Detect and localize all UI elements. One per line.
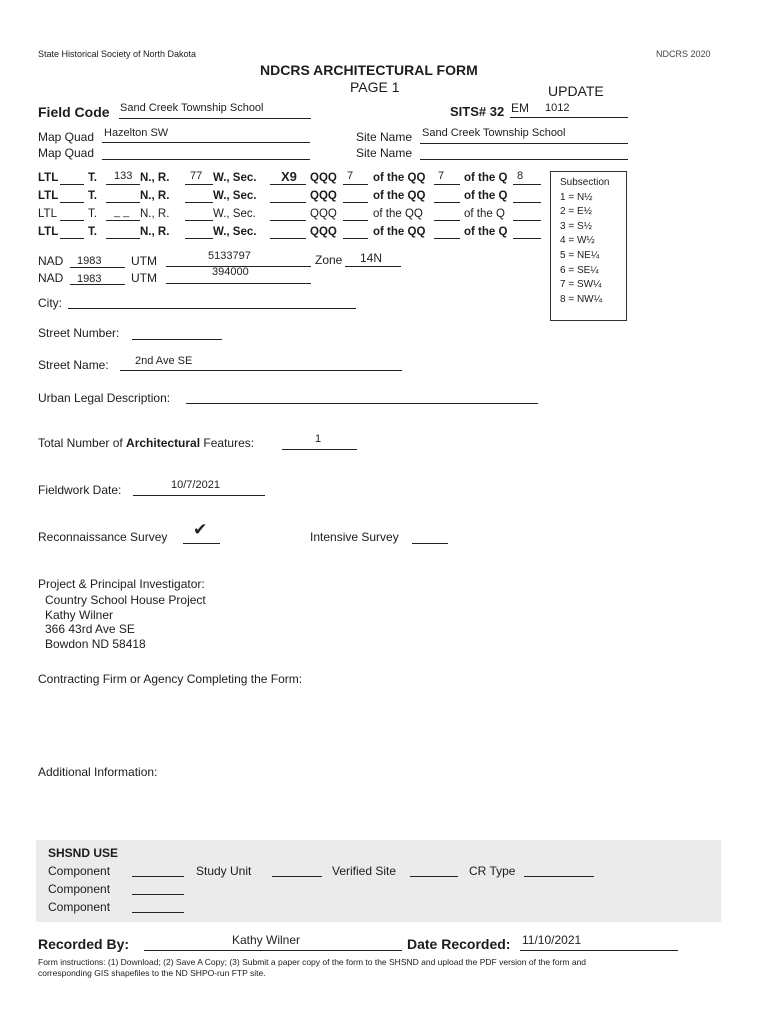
verified-site-label: Verified Site <box>332 864 397 878</box>
ltl-of-q-label: of the Q <box>464 226 508 238</box>
subsection-item: 5 = NE¼ <box>560 249 600 261</box>
ltl-of-q-label: of the Q <box>464 208 505 220</box>
update-label: UPDATE <box>548 83 604 99</box>
ltl-underline <box>185 202 213 203</box>
recon-survey-label: Reconnaissance Survey <box>38 530 168 544</box>
field-code-label: Field Code <box>38 104 110 120</box>
sits-label: SITS# 32 <box>450 104 505 119</box>
ltl-underline <box>60 238 84 239</box>
ltl-underline <box>270 202 306 203</box>
contracting-label: Contracting Firm or Agency Completing the Form: <box>38 672 303 686</box>
ltl-underline <box>513 202 541 203</box>
street-name-label: Street Name: <box>38 358 109 372</box>
features-label <box>38 436 254 450</box>
intensive-survey-label: Intensive Survey <box>310 530 399 544</box>
ltl-underline <box>513 220 541 221</box>
ltl-underline <box>434 184 460 185</box>
map-quad-label: Map Quad <box>38 130 95 144</box>
recorded-by-value[interactable]: Kathy Wilner <box>232 933 301 947</box>
ltl-qqq-value[interactable]: 7 <box>347 170 354 182</box>
site-name-value[interactable]: Sand Creek Township School <box>422 127 566 139</box>
field-code-value[interactable]: Sand Creek Township School <box>120 102 264 114</box>
fieldwork-date-label: Fieldwork Date: <box>38 483 122 497</box>
project-details <box>45 593 206 651</box>
ltl-qq-value[interactable]: 7 <box>438 170 445 182</box>
recorded-by-label: Recorded By: <box>38 936 130 952</box>
nad-year-2[interactable]: 1983 <box>77 273 102 285</box>
ltl-underline <box>106 220 140 221</box>
ltl-underline <box>434 202 460 203</box>
ltl-underline <box>513 184 541 185</box>
ltl-underline <box>106 238 140 239</box>
ltl-underline <box>185 238 213 239</box>
site-name-label: Site Name <box>356 130 413 144</box>
zone-value[interactable]: 14N <box>360 251 383 265</box>
component-label-1: Component <box>48 864 111 878</box>
date-recorded-label: Date Recorded: <box>407 936 511 952</box>
features-label-pre: Total Number of <box>38 436 127 450</box>
ltl-underline <box>343 238 368 239</box>
ltl-w-sec-label: W., Sec. <box>213 190 257 202</box>
utm-label-2: UTM <box>131 271 157 285</box>
instructions-line-1: Form instructions: (1) Download; (2) Save A Copy; (3) Submit a paper copy of the form to the SHSND and upload the PDF version of the form and <box>38 957 587 967</box>
ltl-w-sec-label: W., Sec. <box>213 226 257 238</box>
subsection-item: 3 = S½ <box>560 220 592 232</box>
ltl-underline <box>270 220 306 221</box>
features-label-post: Features: <box>200 436 255 450</box>
sits-suffix: EM <box>511 101 529 115</box>
utm-value-1[interactable]: 5133797 <box>208 250 251 262</box>
instructions-line-2: corresponding GIS shapefiles to the ND SHPO-run FTP site. <box>38 968 266 978</box>
site-name-label-2: Site Name <box>356 146 413 160</box>
utm-value-2[interactable]: 394000 <box>212 266 249 278</box>
project-line: Kathy Wilner <box>45 607 114 622</box>
ltl-ltl-label: LTL <box>38 172 59 184</box>
ltl-of-q-label: of the Q <box>464 190 508 202</box>
ltl-t-value[interactable]: _ _ <box>114 206 130 218</box>
ltl-of-q-label: of the Q <box>464 172 508 184</box>
project-line: Country School House Project <box>45 593 206 607</box>
ltl-underline <box>513 238 541 239</box>
ltl-of-qq-label: of the QQ <box>373 172 426 184</box>
ltl-qqq-label: QQQ <box>310 226 337 238</box>
ltl-underline <box>60 220 84 221</box>
ltl-ltl-label: LTL <box>38 190 59 202</box>
ltl-of-qq-label: of the QQ <box>373 190 426 202</box>
ltl-n-r-label: N., R. <box>140 190 170 202</box>
subsection-item: 1 = N½ <box>560 191 593 203</box>
cr-type-label: CR Type <box>469 864 516 878</box>
subsection-item: 4 = W½ <box>560 235 595 247</box>
study-unit-label: Study Unit <box>196 864 252 878</box>
ltl-n-r-label: N., R. <box>140 226 170 238</box>
subsection-item: 8 = NW¼ <box>560 293 602 305</box>
ltl-underline <box>106 202 140 203</box>
ltl-underline <box>106 184 140 185</box>
subsection-item: 2 = E½ <box>560 206 592 218</box>
map-quad-label-2: Map Quad <box>38 146 95 160</box>
urban-legal-label: Urban Legal Description: <box>38 391 171 405</box>
shsnd-title: SHSND USE <box>48 846 119 860</box>
subsection-box <box>550 171 627 321</box>
org-name: State Historical Society of North Dakota <box>38 49 197 59</box>
form-code: NDCRS 2020 <box>656 49 711 59</box>
ltl-qqq-label: QQQ <box>310 190 337 202</box>
nad-year-1[interactable]: 1983 <box>77 255 102 267</box>
ltl-underline <box>185 220 213 221</box>
fieldwork-date-value[interactable]: 10/7/2021 <box>171 479 220 491</box>
project-label: Project & Principal Investigator: <box>38 577 205 591</box>
ltl-ltl-label: LTL <box>38 208 57 220</box>
project-line: 366 43rd Ave SE <box>45 622 135 637</box>
ltl-underline <box>343 202 368 203</box>
ltl-underline <box>270 238 306 239</box>
ltl-underline <box>434 220 460 221</box>
ltl-of-qq-label: of the QQ <box>373 208 423 220</box>
recon-check-icon[interactable]: ✔ <box>193 520 208 539</box>
ltl-w-sec-label: W., Sec. <box>213 172 257 184</box>
subsection-item: 6 = SE¼ <box>560 264 599 276</box>
additional-info-label: Additional Information: <box>38 765 158 779</box>
ltl-t-label: T. <box>88 190 97 202</box>
page-number: PAGE 1 <box>350 79 400 95</box>
ltl-t-label: T. <box>88 172 97 184</box>
ltl-sec-value[interactable]: X9 <box>281 169 297 184</box>
ltl-underline <box>60 184 84 185</box>
ltl-underline <box>343 220 368 221</box>
ltl-t-label: T. <box>88 208 97 220</box>
ltl-r-value[interactable]: 77 <box>190 170 203 182</box>
component-label-2: Component <box>48 882 111 896</box>
map-quad-value[interactable]: Hazelton SW <box>104 127 169 139</box>
nad-label-2: NAD <box>38 271 64 285</box>
ltl-w-sec-label: W., Sec. <box>213 208 256 220</box>
ltl-underline <box>60 202 84 203</box>
ltl-underline <box>270 184 306 185</box>
ltl-underline <box>343 184 368 185</box>
nad-label-1: NAD <box>38 254 64 268</box>
ltl-n-r-label: N., R. <box>140 172 170 184</box>
subsection-item: 7 = SW¼ <box>560 279 602 291</box>
date-recorded-value[interactable]: 11/10/2021 <box>522 933 582 947</box>
ltl-underline <box>434 238 460 239</box>
sits-value[interactable]: 1012 <box>545 102 570 114</box>
ltl-qqq-label: QQQ <box>310 208 337 220</box>
ltl-underline <box>185 184 213 185</box>
form-title: NDCRS ARCHITECTURAL FORM <box>260 62 478 78</box>
shsnd-use-box <box>36 840 721 922</box>
ltl-ltl-label: LTL <box>38 226 59 238</box>
features-label-bold: Architectural <box>126 436 201 450</box>
ltl-q-value[interactable]: 8 <box>517 170 524 182</box>
ltl-t-label: T. <box>88 226 97 238</box>
city-label: City: <box>38 296 62 310</box>
ltl-qqq-label: QQQ <box>310 172 337 184</box>
ltl-n-r-label: N., R. <box>140 208 170 220</box>
ltl-of-qq-label: of the QQ <box>373 226 426 238</box>
project-line: Bowdon ND 58418 <box>45 636 146 651</box>
street-number-label: Street Number: <box>38 326 120 340</box>
utm-label-1: UTM <box>131 254 157 268</box>
ltl-t-value[interactable]: 133 <box>114 170 133 182</box>
zone-label: Zone <box>315 253 343 267</box>
features-value[interactable]: 1 <box>315 433 322 445</box>
component-label-3: Component <box>48 900 111 914</box>
street-name-value[interactable]: 2nd Ave SE <box>135 355 193 367</box>
subsection-title: Subsection <box>560 177 610 188</box>
